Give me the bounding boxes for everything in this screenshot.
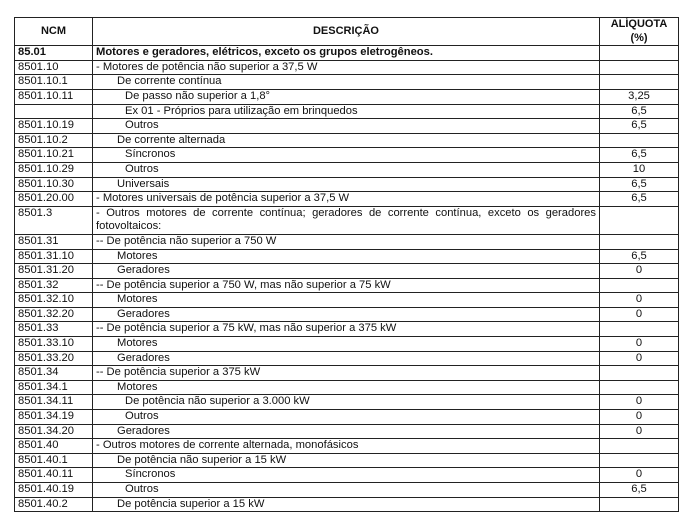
description-cell: Geradores	[93, 307, 600, 322]
ncm-cell: 8501.10.30	[15, 177, 93, 192]
rate-cell	[600, 75, 679, 90]
rate-cell	[600, 453, 679, 468]
ncm-table	[14, 17, 679, 512]
description-cell: - Outros motores de corrente alternada, monofásicos	[93, 439, 600, 454]
ncm-cell: 8501.20.00	[15, 192, 93, 207]
ncm-cell: 8501.34	[15, 366, 93, 381]
description-cell: Síncronos	[93, 468, 600, 483]
table-row	[15, 439, 679, 454]
table-row	[15, 380, 679, 395]
rate-cell	[600, 133, 679, 148]
table-row	[15, 89, 679, 104]
rate-cell: 0	[600, 351, 679, 366]
rate-cell	[600, 278, 679, 293]
table-row	[15, 104, 679, 119]
ncm-cell: 8501.3	[15, 206, 93, 234]
rate-cell: 0	[600, 395, 679, 410]
ncm-cell: 8501.40.19	[15, 483, 93, 498]
description-cell: Motores	[93, 249, 600, 264]
ncm-cell: 8501.10.19	[15, 119, 93, 134]
table-row	[15, 366, 679, 381]
table-body	[15, 46, 679, 512]
header-descricao: DESCRIÇÃO	[93, 18, 600, 46]
rate-cell: 10	[600, 162, 679, 177]
description-cell: - Motores de potência não superior a 37,5 W	[93, 60, 600, 75]
rate-cell	[600, 322, 679, 337]
table-row	[15, 395, 679, 410]
table-row	[15, 497, 679, 512]
description-cell: Universais	[93, 177, 600, 192]
table-row	[15, 75, 679, 90]
table-row	[15, 206, 679, 234]
rate-cell: 6,5	[600, 177, 679, 192]
rate-cell	[600, 366, 679, 381]
description-cell: -- De potência superior a 750 W, mas não superior a 75 kW	[93, 278, 600, 293]
description-cell: Outros	[93, 410, 600, 425]
rate-cell	[600, 46, 679, 61]
table-row	[15, 468, 679, 483]
description-cell: Motores	[93, 380, 600, 395]
ncm-cell: 8501.40.11	[15, 468, 93, 483]
rate-cell: 6,5	[600, 483, 679, 498]
ncm-cell: 8501.40.1	[15, 453, 93, 468]
ncm-cell: 8501.10.2	[15, 133, 93, 148]
table-row	[15, 249, 679, 264]
ncm-cell: 8501.34.11	[15, 395, 93, 410]
rate-cell	[600, 497, 679, 512]
table-row	[15, 192, 679, 207]
rate-cell	[600, 380, 679, 395]
rate-cell: 0	[600, 293, 679, 308]
ncm-cell: 8501.31.20	[15, 264, 93, 279]
ncm-cell: 8501.34.20	[15, 424, 93, 439]
table-row	[15, 234, 679, 249]
table-row	[15, 148, 679, 163]
rate-cell	[600, 206, 679, 234]
ncm-cell: 8501.10.29	[15, 162, 93, 177]
rate-cell: 0	[600, 424, 679, 439]
rate-cell: 0	[600, 264, 679, 279]
rate-cell	[600, 60, 679, 75]
description-cell: De corrente contínua	[93, 75, 600, 90]
ncm-cell: 8501.10.21	[15, 148, 93, 163]
description-cell: - Motores universais de potência superior a 37,5 W	[93, 192, 600, 207]
description-cell: -- De potência não superior a 750 W	[93, 234, 600, 249]
ncm-cell: 8501.34.1	[15, 380, 93, 395]
description-cell: De corrente alternada	[93, 133, 600, 148]
description-cell: Motores	[93, 337, 600, 352]
rate-cell: 0	[600, 468, 679, 483]
table-row	[15, 264, 679, 279]
rate-cell: 0	[600, 410, 679, 425]
description-cell: Ex 01 - Próprios para utilização em brinquedos	[93, 104, 600, 119]
description-cell: De passo não superior a 1,8°	[93, 89, 600, 104]
table-row	[15, 60, 679, 75]
ncm-cell: 8501.31.10	[15, 249, 93, 264]
description-cell: Geradores	[93, 351, 600, 366]
description-cell: -- De potência superior a 75 kW, mas não superior a 375 kW	[93, 322, 600, 337]
ncm-cell: 8501.31	[15, 234, 93, 249]
rate-cell: 3,25	[600, 89, 679, 104]
rate-cell: 0	[600, 337, 679, 352]
table-row	[15, 162, 679, 177]
description-cell: Geradores	[93, 264, 600, 279]
header-aliquota: ALÍQUOTA (%)	[600, 18, 679, 46]
table-row	[15, 293, 679, 308]
description-cell: Motores	[93, 293, 600, 308]
table-row	[15, 337, 679, 352]
rate-cell: 6,5	[600, 119, 679, 134]
ncm-cell: 8501.10.11	[15, 89, 93, 104]
table-row	[15, 46, 679, 61]
description-cell: De potência superior a 15 kW	[93, 497, 600, 512]
table-row	[15, 307, 679, 322]
table-row	[15, 351, 679, 366]
ncm-cell: 8501.10.1	[15, 75, 93, 90]
ncm-cell: 8501.33	[15, 322, 93, 337]
description-cell: -- De potência superior a 375 kW	[93, 366, 600, 381]
description-cell: De potência não superior a 15 kW	[93, 453, 600, 468]
description-cell: Geradores	[93, 424, 600, 439]
rate-cell: 6,5	[600, 249, 679, 264]
description-cell: Síncronos	[93, 148, 600, 163]
ncm-cell: 8501.33.10	[15, 337, 93, 352]
rate-cell: 6,5	[600, 148, 679, 163]
rate-cell	[600, 439, 679, 454]
ncm-cell: 8501.40	[15, 439, 93, 454]
table-row	[15, 322, 679, 337]
table-row	[15, 424, 679, 439]
description-cell: Outros	[93, 483, 600, 498]
table-row	[15, 119, 679, 134]
table-row	[15, 483, 679, 498]
ncm-cell: 8501.10	[15, 60, 93, 75]
ncm-cell: 8501.34.19	[15, 410, 93, 425]
table-row	[15, 177, 679, 192]
table-row	[15, 133, 679, 148]
rate-cell: 0	[600, 307, 679, 322]
table-header	[15, 18, 679, 46]
table-row	[15, 278, 679, 293]
rate-cell: 6,5	[600, 104, 679, 119]
ncm-cell	[15, 104, 93, 119]
ncm-cell: 85.01	[15, 46, 93, 61]
ncm-cell: 8501.32.20	[15, 307, 93, 322]
rate-cell	[600, 234, 679, 249]
description-cell: Outros	[93, 162, 600, 177]
description-cell: Motores e geradores, elétricos, exceto os grupos eletrogêneos.	[93, 46, 600, 61]
ncm-cell: 8501.32.10	[15, 293, 93, 308]
description-cell: Outros	[93, 119, 600, 134]
description-cell: - Outros motores de corrente contínua; geradores de corrente contínua, exceto os geradores fotovoltaicos:	[93, 206, 600, 234]
description-cell: De potência não superior a 3.000 kW	[93, 395, 600, 410]
table-row	[15, 410, 679, 425]
rate-cell: 6,5	[600, 192, 679, 207]
ncm-cell: 8501.32	[15, 278, 93, 293]
ncm-cell: 8501.33.20	[15, 351, 93, 366]
table-row	[15, 453, 679, 468]
ncm-cell: 8501.40.2	[15, 497, 93, 512]
header-ncm: NCM	[15, 18, 93, 46]
